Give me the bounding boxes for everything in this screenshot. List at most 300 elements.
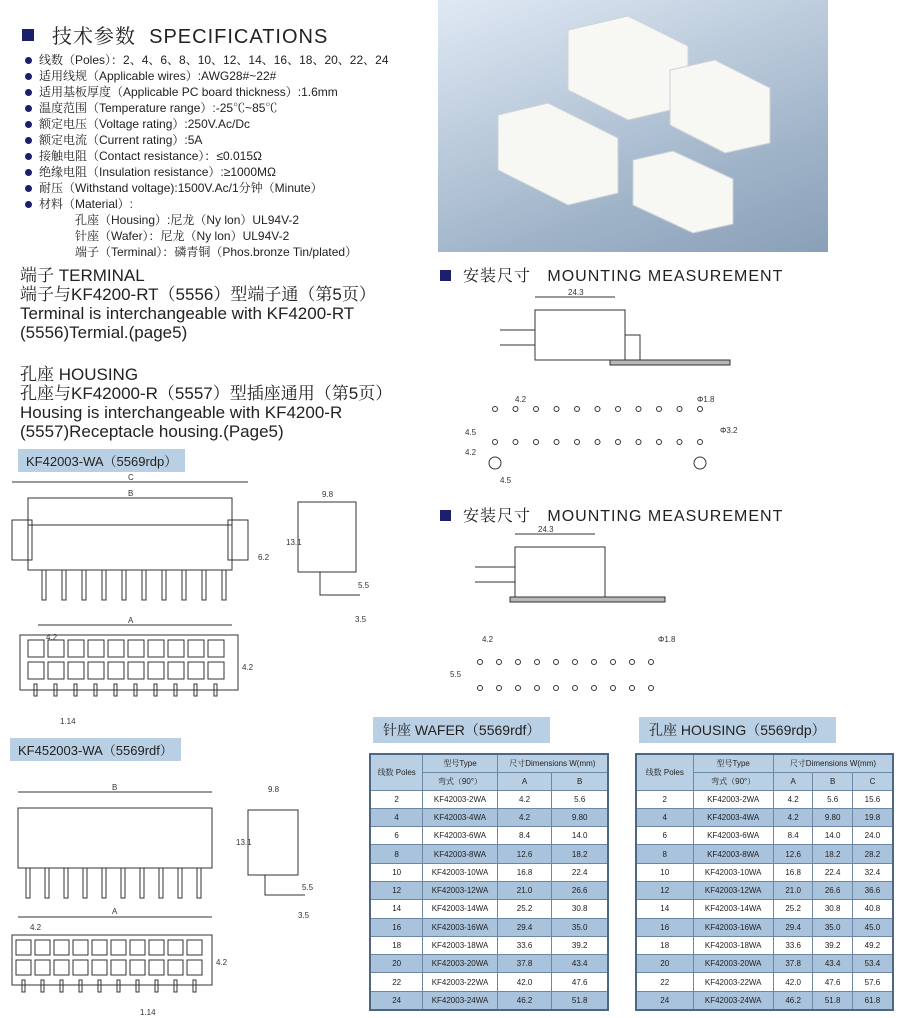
table-cell: 8 xyxy=(636,845,693,863)
cavity xyxy=(48,640,64,657)
mount-hole xyxy=(497,686,502,691)
table-cell: 6 xyxy=(636,827,693,845)
pin xyxy=(174,980,177,992)
mount-hole xyxy=(698,407,703,412)
table-cell: 47.6 xyxy=(552,973,608,991)
table-cell: 21.0 xyxy=(497,881,552,899)
table-cell: KF42003-18WA xyxy=(693,936,773,954)
mount-hole xyxy=(535,686,540,691)
table-cell: 6 xyxy=(370,827,423,845)
table-cell: 25.2 xyxy=(497,900,552,918)
cavity xyxy=(168,940,183,955)
cavity xyxy=(187,960,202,975)
table-cell: KF42003-2WA xyxy=(423,790,497,808)
cavity xyxy=(208,640,224,657)
mount-hole xyxy=(611,660,616,665)
table-cell: 30.8 xyxy=(813,900,853,918)
drawing1 xyxy=(0,470,370,730)
table-row xyxy=(636,973,893,991)
material-item: 针座（Wafer）：尼龙（Ny lon）UL94V-2 xyxy=(75,229,290,243)
pin xyxy=(98,980,101,992)
mount-hole xyxy=(493,407,498,412)
spec-item: 适用基板厚度（Applicable PC board thickness）:1.6mm xyxy=(25,84,389,100)
table-cell: KF42003-12WA xyxy=(693,881,773,899)
table-cell: 39.2 xyxy=(552,936,608,954)
col-sub: 弯式（90°） xyxy=(423,772,497,790)
table-cell: 25.2 xyxy=(773,900,813,918)
square-bullet-icon xyxy=(440,270,451,281)
mount-hole xyxy=(575,407,580,412)
dim-b: B xyxy=(128,489,134,498)
table-cell: 39.2 xyxy=(813,936,853,954)
table-cell: KF42003-18WA xyxy=(423,936,497,954)
table-cell: 16.8 xyxy=(497,863,552,881)
material-item: 端子（Terminal）：磷青铜（Phos.bronze Tin/plated） xyxy=(75,245,358,259)
table-cell: 10 xyxy=(370,863,423,881)
table-cell: 10 xyxy=(636,863,693,881)
cavity xyxy=(88,640,104,657)
table-cell: 18.2 xyxy=(813,845,853,863)
dim-len: 24.3 xyxy=(538,525,554,534)
housing-table-title: 孔座 HOUSING（5569rdp） xyxy=(639,717,836,743)
mount-hole xyxy=(513,407,518,412)
cavity xyxy=(73,960,88,975)
housing-line: 孔座与KF42000-R（5557）型插座通用（第5页） xyxy=(20,384,393,403)
pin xyxy=(122,570,126,600)
table-cell: 15.6 xyxy=(852,790,893,808)
specifications-heading xyxy=(22,20,328,49)
cavity xyxy=(16,940,31,955)
table-cell: 12 xyxy=(370,881,423,899)
col-c: C xyxy=(852,772,893,790)
cavity xyxy=(35,960,50,975)
table-cell: KF42003-14WA xyxy=(693,900,773,918)
table-cell: KF42003-8WA xyxy=(693,845,773,863)
dim-w: 9.8 xyxy=(322,490,334,499)
cavity xyxy=(68,640,84,657)
table-cell: 46.2 xyxy=(773,991,813,1009)
table-cell: KF42003-22WA xyxy=(423,973,497,991)
dim-t: 3.5 xyxy=(298,911,310,920)
table-cell: KF42003-10WA xyxy=(423,863,497,881)
table-row xyxy=(370,827,608,845)
mount-hole xyxy=(592,686,597,691)
table-cell: 2 xyxy=(636,790,693,808)
col-sub: 弯式（90°） xyxy=(693,772,773,790)
heading-en: MOUNTING MEASUREMENT xyxy=(547,508,784,525)
mount-hole xyxy=(573,686,578,691)
table-row xyxy=(370,973,608,991)
cavity xyxy=(168,960,183,975)
table-cell: 22 xyxy=(370,973,423,991)
mount-hole xyxy=(573,660,578,665)
table-cell: 24 xyxy=(370,991,423,1009)
table-row xyxy=(636,991,893,1009)
table-cell: 4.2 xyxy=(497,790,552,808)
pin xyxy=(45,868,49,898)
pin xyxy=(142,570,146,600)
table-row xyxy=(636,936,893,954)
cavity xyxy=(28,662,44,679)
spec-item: 材料（Material）: xyxy=(25,196,389,212)
mount-hole xyxy=(554,686,559,691)
table-cell: 43.4 xyxy=(552,955,608,973)
table-cell: 29.4 xyxy=(497,918,552,936)
table-cell: 8.4 xyxy=(773,827,813,845)
table-row xyxy=(370,808,608,826)
table-cell: 4 xyxy=(370,808,423,826)
table-row xyxy=(636,845,893,863)
mount-hole xyxy=(657,440,662,445)
cavity xyxy=(88,662,104,679)
pin xyxy=(42,570,46,600)
table-cell: 53.4 xyxy=(852,955,893,973)
mount-hole xyxy=(516,660,521,665)
cavity xyxy=(130,940,145,955)
housing-section xyxy=(20,365,392,441)
col-b: B xyxy=(552,772,608,790)
spec-item: 额定电压（Voltage rating）:250V.Ac/Dc xyxy=(25,116,389,132)
dim-a: A xyxy=(128,616,134,625)
cavity xyxy=(28,640,44,657)
cavity xyxy=(187,940,202,955)
table-cell: 22.4 xyxy=(813,863,853,881)
table-cell: 40.8 xyxy=(852,900,893,918)
housing-table xyxy=(635,753,894,1011)
cavity xyxy=(128,662,144,679)
table-cell: 29.4 xyxy=(773,918,813,936)
col-dim: 尺寸Dimensions W(mm) xyxy=(773,754,893,772)
spec-item: 线数（Poles）：2、4、6、8、10、12、14、16、18、20、22、24 xyxy=(25,52,389,68)
dim-row: 4.2 xyxy=(242,663,254,672)
table-cell: 8 xyxy=(370,845,423,863)
table-cell: KF42003-20WA xyxy=(423,955,497,973)
mount1-heading xyxy=(440,263,783,286)
cavity xyxy=(108,662,124,679)
table-row xyxy=(370,845,608,863)
terminal-line: Terminal is interchangeable with KF4200-RT xyxy=(20,304,355,323)
table-row xyxy=(370,900,608,918)
mount-hole xyxy=(595,440,600,445)
mount-hole xyxy=(554,407,559,412)
table-cell: KF42003-14WA xyxy=(423,900,497,918)
dim-row: 5.5 xyxy=(450,670,462,679)
table-cell: 30.8 xyxy=(552,900,608,918)
pin xyxy=(178,868,182,898)
dim-pitch: 4.2 xyxy=(482,635,494,644)
material-item: 孔座（Housing）:尼龙（Ny lon）UL94V-2 xyxy=(75,213,300,227)
table-cell: KF42003-16WA xyxy=(423,918,497,936)
table-cell: 14 xyxy=(370,900,423,918)
col-b: B xyxy=(813,772,853,790)
pin xyxy=(102,868,106,898)
dim-pitch: 4.2 xyxy=(46,633,58,642)
table-cell: 12 xyxy=(636,881,693,899)
cavity xyxy=(54,940,69,955)
col-a: A xyxy=(773,772,813,790)
wafer-table xyxy=(369,753,609,1011)
pin xyxy=(117,980,120,992)
pin xyxy=(222,570,226,600)
table-row xyxy=(370,955,608,973)
mount-hole xyxy=(616,440,621,445)
spec-item: 温度范围（Temperature range）:-25℃~85℃ xyxy=(25,100,389,116)
table-cell: KF42003-8WA xyxy=(423,845,497,863)
connector-photo-illustration xyxy=(438,0,828,252)
table-cell: 57.6 xyxy=(852,973,893,991)
dim-h: 13.1 xyxy=(236,838,252,847)
mount-hole xyxy=(698,440,703,445)
table-cell: 36.6 xyxy=(852,881,893,899)
dim-b: B xyxy=(112,783,118,792)
table-cell: 9.80 xyxy=(552,808,608,826)
cavity xyxy=(108,640,124,657)
table-row xyxy=(370,918,608,936)
dim-t: 3.5 xyxy=(355,615,367,624)
mount-hole xyxy=(493,440,498,445)
dim-row2: 4.2 xyxy=(465,448,477,457)
table-cell: 16.8 xyxy=(773,863,813,881)
table-cell: 8.4 xyxy=(497,827,552,845)
dim-hole: Φ1.8 xyxy=(658,635,676,644)
table-cell: KF42003-4WA xyxy=(423,808,497,826)
heading-cn: 安装尺寸 xyxy=(463,268,532,285)
table-cell: KF42003-6WA xyxy=(693,827,773,845)
table-cell: 18.2 xyxy=(552,845,608,863)
dim-row: 4.2 xyxy=(216,958,228,967)
pin xyxy=(102,570,106,600)
cavity xyxy=(16,960,31,975)
table-cell: KF42003-24WA xyxy=(423,991,497,1009)
dim-h1: 6.2 xyxy=(258,553,270,562)
terminal-line: 端子与KF4200-RT（5556）型端子通（第5页） xyxy=(20,285,376,304)
table-cell: KF42003-20WA xyxy=(693,955,773,973)
mount-hole xyxy=(649,686,654,691)
heading-cn: 技术参数 xyxy=(52,26,136,48)
table-cell: 22 xyxy=(636,973,693,991)
spec-list xyxy=(25,52,389,260)
mount-hole xyxy=(636,440,641,445)
table-cell: 16 xyxy=(636,918,693,936)
pin xyxy=(121,868,125,898)
cavity xyxy=(111,940,126,955)
table-cell: 22.4 xyxy=(552,863,608,881)
cavity xyxy=(92,940,107,955)
dim-h: 13.1 xyxy=(286,538,302,547)
table-cell: KF42003-24WA xyxy=(693,991,773,1009)
heading-cn: 安装尺寸 xyxy=(463,508,532,525)
cavity xyxy=(48,662,64,679)
cavity xyxy=(149,960,164,975)
dim-p: 5.5 xyxy=(302,883,314,892)
col-poles: 线数 Poles xyxy=(636,754,693,790)
spec-item: 适用线规（Applicable wires）:AWG28#~22# xyxy=(25,68,389,84)
table-cell: 20 xyxy=(370,955,423,973)
table-cell: 61.8 xyxy=(852,991,893,1009)
pin xyxy=(202,570,206,600)
table-cell: 14.0 xyxy=(552,827,608,845)
mount-hole xyxy=(657,407,662,412)
dim-len: 24.3 xyxy=(568,288,584,297)
pin xyxy=(41,980,44,992)
table-cell: 42.0 xyxy=(497,973,552,991)
col-dim: 尺寸Dimensions W(mm) xyxy=(497,754,608,772)
table-cell: 32.4 xyxy=(852,863,893,881)
mount-hole xyxy=(516,686,521,691)
spec-item: 耐压（Withstand voltage):1500V.Ac/1分钟（Minute） xyxy=(25,180,389,196)
col-type: 型号Type xyxy=(693,754,773,772)
terminal-line: (5556)Termial.(page5) xyxy=(20,323,188,342)
pin xyxy=(22,980,25,992)
square-bullet-icon xyxy=(440,510,451,521)
mount-hole xyxy=(592,660,597,665)
pin xyxy=(193,980,196,992)
mount1-drawing xyxy=(440,285,770,495)
dim-pitch: 4.2 xyxy=(30,923,42,932)
dim-pin: 1.14 xyxy=(60,717,76,726)
cavity xyxy=(73,940,88,955)
mount-hole xyxy=(554,660,559,665)
pin xyxy=(64,868,68,898)
table-cell: 24.0 xyxy=(852,827,893,845)
mount-hole xyxy=(630,686,635,691)
pin xyxy=(79,980,82,992)
spec-item: 接触电阻（Contact resistance）：≤0.015Ω xyxy=(25,148,389,164)
table-cell: 4.2 xyxy=(773,790,813,808)
col-a: A xyxy=(497,772,552,790)
dim-off: 4.5 xyxy=(500,476,512,485)
table-cell: 45.0 xyxy=(852,918,893,936)
mount-hole xyxy=(478,686,483,691)
table-cell: 49.2 xyxy=(852,936,893,954)
mount-hole xyxy=(534,440,539,445)
drawing2 xyxy=(0,780,370,1018)
table-cell: 9.80 xyxy=(813,808,853,826)
cavity xyxy=(128,640,144,657)
mount-hole xyxy=(649,660,654,665)
table-cell: 37.8 xyxy=(497,955,552,973)
mount-hole xyxy=(677,440,682,445)
table-row xyxy=(370,936,608,954)
table-cell: 18 xyxy=(370,936,423,954)
mount2-drawing xyxy=(440,522,770,702)
cavity xyxy=(35,940,50,955)
table-row xyxy=(636,827,893,845)
table-cell: 5.6 xyxy=(813,790,853,808)
table-cell: 24 xyxy=(636,991,693,1009)
col-poles: 线数 Poles xyxy=(370,754,423,790)
mount-hole xyxy=(611,686,616,691)
pin xyxy=(60,980,63,992)
cavity xyxy=(92,960,107,975)
pin xyxy=(140,868,144,898)
mount-hole xyxy=(534,407,539,412)
pin xyxy=(162,570,166,600)
dim-row: 4.5 xyxy=(465,428,477,437)
cavity xyxy=(168,640,184,657)
wafer-table-title: 针座 WAFER（5569rdf） xyxy=(373,717,550,743)
dim-pitch: 4.2 xyxy=(515,395,527,404)
pin xyxy=(155,980,158,992)
cavity xyxy=(168,662,184,679)
table-cell: 35.0 xyxy=(813,918,853,936)
table-cell: 47.6 xyxy=(813,973,853,991)
table-cell: 19.8 xyxy=(852,808,893,826)
table-cell: KF42003-4WA xyxy=(693,808,773,826)
dim-a: A xyxy=(112,907,118,916)
table-cell: 26.6 xyxy=(552,881,608,899)
spec-item: 额定电流（Current rating）:5A xyxy=(25,132,389,148)
dim-peg: Φ3.2 xyxy=(720,426,738,435)
mount-hole xyxy=(636,407,641,412)
table-row xyxy=(636,918,893,936)
cavity xyxy=(111,960,126,975)
table-row xyxy=(370,863,608,881)
table-cell: KF42003-10WA xyxy=(693,863,773,881)
dim-p: 5.5 xyxy=(358,581,370,590)
drawing1-label: KF42003-WA（5569rdp） xyxy=(18,449,185,472)
pin xyxy=(62,570,66,600)
pin xyxy=(136,980,139,992)
table-cell: 42.0 xyxy=(773,973,813,991)
heading-en: SPECIFICATIONS xyxy=(149,26,329,48)
mount-hole xyxy=(497,660,502,665)
pin xyxy=(83,868,87,898)
square-bullet-icon xyxy=(22,29,34,41)
mount-hole xyxy=(478,660,483,665)
cavity xyxy=(188,640,204,657)
table-cell: 18 xyxy=(636,936,693,954)
housing-title: 孔座 HOUSING xyxy=(20,365,139,384)
table-cell: 14.0 xyxy=(813,827,853,845)
mount-hole xyxy=(616,407,621,412)
pin xyxy=(182,570,186,600)
table-cell: 14 xyxy=(636,900,693,918)
drawing2-label: KF452003-WA（5569rdf） xyxy=(10,738,181,761)
table-cell: 26.6 xyxy=(813,881,853,899)
product-photo xyxy=(438,0,828,252)
terminal-section xyxy=(20,266,376,342)
housing-line: Housing is interchangeable with KF4200-R xyxy=(20,403,343,422)
pin xyxy=(82,570,86,600)
dim-pin: 1.14 xyxy=(140,1008,156,1017)
mount-hole xyxy=(595,407,600,412)
table-cell: 51.8 xyxy=(552,991,608,1009)
cavity xyxy=(188,662,204,679)
table-cell: 28.2 xyxy=(852,845,893,863)
table-cell: 4.2 xyxy=(773,808,813,826)
table-row xyxy=(636,790,893,808)
table-row xyxy=(370,991,608,1009)
mount-hole xyxy=(677,407,682,412)
table-row xyxy=(636,955,893,973)
mount-hole xyxy=(535,660,540,665)
dim-c: C xyxy=(128,473,134,482)
table-cell: 4.2 xyxy=(497,808,552,826)
col-type: 型号Type xyxy=(423,754,497,772)
heading-en: MOUNTING MEASUREMENT xyxy=(547,268,784,285)
cavity xyxy=(68,662,84,679)
table-cell: KF42003-16WA xyxy=(693,918,773,936)
table-cell: KF42003-12WA xyxy=(423,881,497,899)
housing-line: (5557)Receptacle housing.(Page5) xyxy=(20,422,284,441)
cavity xyxy=(54,960,69,975)
table-cell: 21.0 xyxy=(773,881,813,899)
table-cell: 46.2 xyxy=(497,991,552,1009)
table-cell: 5.6 xyxy=(552,790,608,808)
table-cell: 12.6 xyxy=(773,845,813,863)
mount-hole xyxy=(513,440,518,445)
